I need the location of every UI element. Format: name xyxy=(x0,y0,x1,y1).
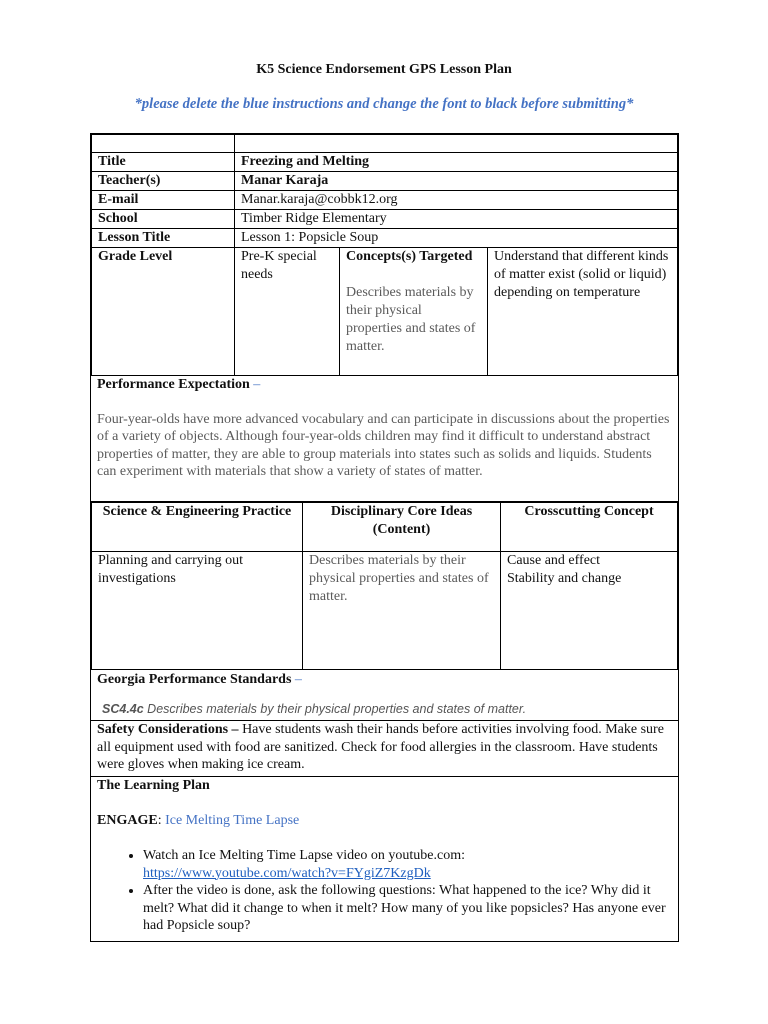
safety-text: Have students wash their hands before activities involving food. Make sure all equipment used with food are sanitized. Check for food allergies in the classroom. Have students were gloves when making ice cream. xyxy=(97,722,664,772)
title-label: Title xyxy=(92,153,235,172)
grade-row xyxy=(92,248,678,376)
crosscutting-line: Stability and change xyxy=(507,571,622,586)
blank-cell xyxy=(235,135,678,153)
safety-label: Safety Considerations – xyxy=(97,722,239,737)
standards-label: Georgia Performance Standards xyxy=(97,672,292,687)
learning-plan xyxy=(91,777,678,941)
email-label: E-mail xyxy=(92,191,235,210)
bullet-text: After the video is done, ask the following questions: What happened to the ice? Why did it melt? What did it change to when it melt? How many of you like popsicles? Has anyone ever had Popsicle soup? xyxy=(143,883,666,933)
grade-value: Pre-K special needs xyxy=(235,248,340,376)
performance-expectation xyxy=(91,376,678,502)
performance-heading xyxy=(97,376,672,394)
instruction-note: *please delete the blue instructions and change the font to black before submitting* xyxy=(134,96,634,112)
standards-code: SC4.4c xyxy=(102,701,144,716)
teacher-value: Manar Karaja xyxy=(235,172,678,191)
standards-heading xyxy=(97,671,672,689)
bullet-text: Watch an Ice Melting Time Lapse video on youtube.com: xyxy=(143,848,465,863)
lesson-title-row xyxy=(92,229,678,248)
blank-row xyxy=(92,135,678,153)
engage-list xyxy=(97,847,672,935)
practice-header: Science & Engineering Practice xyxy=(92,503,303,552)
teacher-label: Teacher(s) xyxy=(92,172,235,191)
blank-cell xyxy=(92,135,235,153)
email-value: Manar.karaja@cobbk12.org xyxy=(235,191,678,210)
concepts-description: Describes materials by their physical properties and states of matter. xyxy=(346,285,476,354)
lesson-plan-table xyxy=(90,133,679,942)
list-item xyxy=(143,882,672,935)
crosscutting-line: Cause and effect xyxy=(507,553,601,568)
standards-description: Describes materials by their physical properties and states of matter. xyxy=(143,701,527,716)
school-row xyxy=(92,210,678,229)
core-ideas-header: Disciplinary Core Ideas (Content) xyxy=(303,503,501,552)
lesson-title-label: Lesson Title xyxy=(92,229,235,248)
practices-header-row xyxy=(92,503,678,552)
school-value: Timber Ridge Elementary xyxy=(235,210,678,229)
teacher-row xyxy=(92,172,678,191)
standards-dash: – xyxy=(291,672,302,687)
email-row xyxy=(92,191,678,210)
concepts-label: Concepts(s) Targeted xyxy=(346,249,473,264)
practices-table xyxy=(91,502,678,670)
grade-label: Grade Level xyxy=(92,248,235,376)
performance-label: Performance Expectation xyxy=(97,377,250,392)
crosscutting-header: Crosscutting Concept xyxy=(501,503,678,552)
standards-text xyxy=(97,701,672,719)
engage-separator: : xyxy=(157,812,166,828)
title-value: Freezing and Melting xyxy=(235,153,678,172)
concepts-cell xyxy=(340,248,488,376)
engage-label: ENGAGE xyxy=(97,812,158,828)
youtube-link[interactable]: https://www.youtube.com/watch?v=FYgiZ7KzgDk xyxy=(143,865,431,881)
info-table xyxy=(91,134,678,376)
document-title: K5 Science Endorsement GPS Lesson Plan xyxy=(256,62,512,77)
title-row xyxy=(92,153,678,172)
list-item xyxy=(143,847,672,882)
practices-value-row xyxy=(92,552,678,670)
learning-plan-label: The Learning Plan xyxy=(97,778,210,793)
georgia-standards xyxy=(91,671,678,721)
lesson-title-value: Lesson 1: Popsicle Soup xyxy=(235,229,678,248)
engage-title: Ice Melting Time Lapse xyxy=(165,812,300,828)
concepts-value: Understand that different kinds of matter exist (solid or liquid) depending on temperature xyxy=(488,248,678,376)
core-ideas-value: Describes materials by their physical properties and states of matter. xyxy=(303,552,501,670)
school-label: School xyxy=(92,210,235,229)
performance-dash: – xyxy=(249,377,261,392)
practice-value: Planning and carrying out investigations xyxy=(92,552,303,670)
safety-considerations xyxy=(91,721,678,777)
performance-text: Four-year-olds have more advanced vocabulary and can participate in discussions about the properties of a variety of objects. Although four-year-olds children may find it difficult to understand abstract properties of matter, they are able to group materials into states such as solids and liquids. Students can experiment with materials that show a variety of states of matter. xyxy=(97,411,670,479)
crosscutting-value xyxy=(501,552,678,670)
engage-heading xyxy=(97,812,672,830)
